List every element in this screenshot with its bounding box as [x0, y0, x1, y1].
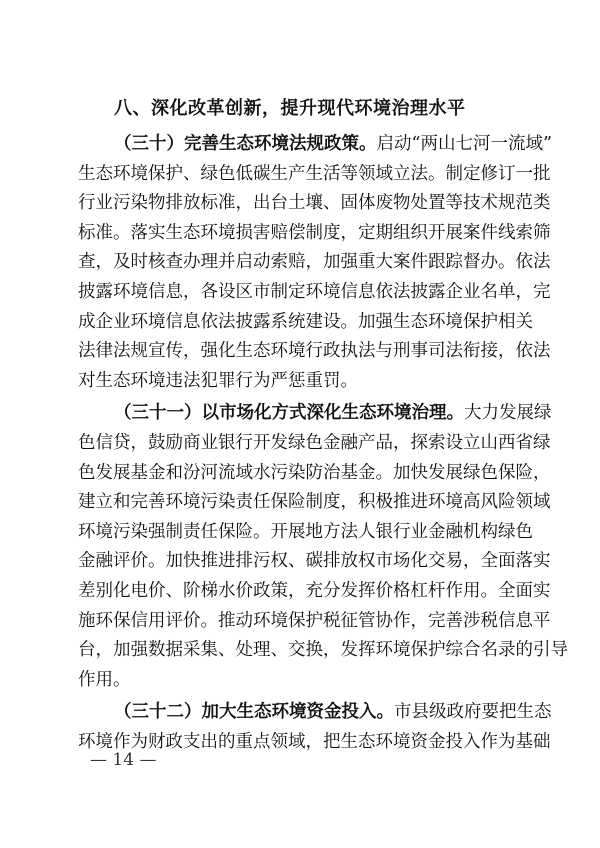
text-line: 标准。落实生态环境损害赔偿制度，定期组织开展案件线索筛	[78, 222, 551, 243]
text-line: 差别化电价、阶梯水价政策，充分发挥价格杠杆作用。全面实	[78, 580, 551, 601]
paragraph-first-line: （三十）完善生态环境法规政策。启动“两山七河一流域”	[114, 134, 552, 154]
text-line: 查，及时核查办理并启动索赔，加强重大案件跟踪督办。依法	[78, 252, 551, 273]
page-number: — 14 —	[90, 750, 157, 770]
text-line: 环境作为财政支出的重点领域，把生态环境资金投入作为基础	[78, 731, 551, 752]
paragraph-32	[78, 698, 552, 757]
paragraph-first-line: （三十二）加大生态环境资金投入。市县级政府要把生态	[114, 702, 552, 723]
paragraph-heading: （三十）完善生态环境法规政策。	[114, 134, 377, 154]
paragraph-31	[78, 399, 568, 695]
text-line: 色发展基金和汾河流域水污染防治基金。加快发展绿色保险，	[78, 462, 551, 483]
text-line: 作用。	[78, 669, 131, 690]
text-line: 成企业环境信息依法披露系统建设。加强生态环境保护相关	[78, 311, 533, 332]
text-line: 台，加强数据采集、处理、交换，发挥环境保护综合名录的引导	[78, 640, 568, 661]
text-line: 行业污染物排放标准，出台土壤、固体废物处置等技术规范类	[78, 193, 551, 214]
text-line: 金融评价。加快推进排污权、碳排放权市场化交易，全面落实	[78, 551, 551, 572]
text-line: 披露环境信息，各设区市制定环境信息依法披露企业名单，完	[78, 281, 551, 302]
section-title: 八、深化改革创新，提升现代环境治理水平	[114, 98, 466, 119]
paragraph-heading: （三十一）以市场化方式深化生态环境治理。	[114, 403, 464, 424]
paragraph-first-line: （三十一）以市场化方式深化生态环境治理。大力发展绿	[114, 403, 552, 424]
text-line: 生态环境保护、绿色低碳生产生活等领域立法。制定修订一批	[78, 163, 551, 184]
text-line: 施环保信用评价。推动环境保护税征管协作，完善涉税信息平	[78, 610, 551, 631]
text-line: 法律法规宣传，强化生态环境行政执法与刑事司法衔接，依法	[78, 341, 551, 362]
body-text	[78, 130, 568, 757]
paragraph-30	[78, 130, 552, 396]
text-line: 建立和完善环境污染责任保险制度，积极推进环境高风险领域	[78, 492, 551, 513]
text-line: 环境污染强制责任保险。开展地方法人银行业金融机构绿色	[78, 521, 533, 542]
paragraph-heading: （三十二）加大生态环境资金投入。	[114, 702, 394, 723]
text-line: 对生态环境违法犯罪行为严惩重罚。	[78, 370, 358, 391]
text-line: 色信贷，鼓励商业银行开发绿色金融产品，探索设立山西省绿	[78, 432, 551, 453]
